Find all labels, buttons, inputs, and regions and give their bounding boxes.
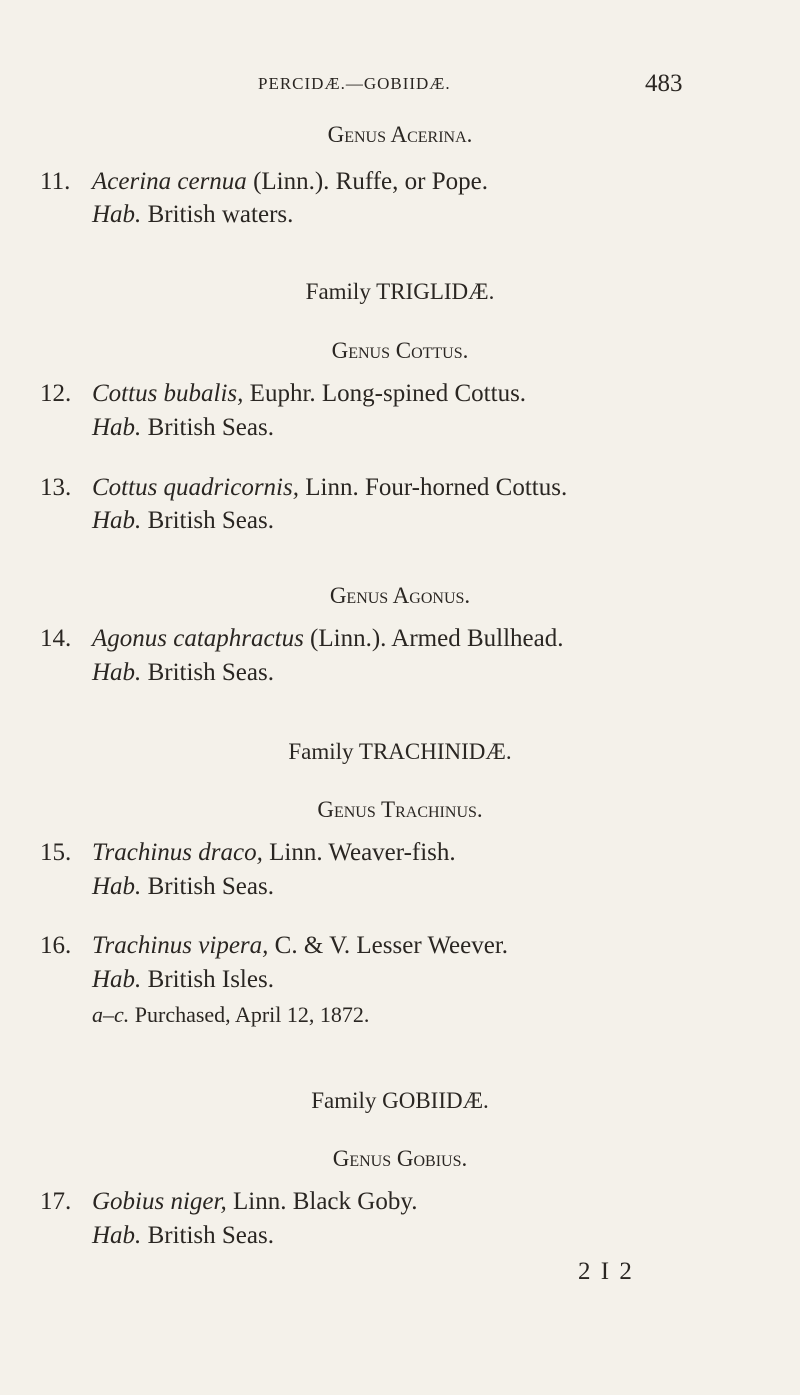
hab-label: Hab.: [92, 966, 142, 993]
specimen-note: Purchased, April 12, 1872.: [129, 1002, 370, 1027]
habitat: British waters.: [141, 201, 294, 228]
entry-number: 15.: [40, 839, 72, 866]
entry-number: 13.: [40, 474, 72, 501]
family-heading-gobiidae: Family GOBIIDÆ.: [311, 1088, 489, 1113]
habitat: British Seas.: [141, 659, 274, 686]
page-number: 483: [645, 70, 683, 97]
genus-heading-agonus: Genus Agonus.: [329, 583, 471, 608]
habitat: British Isles.: [141, 966, 274, 993]
hab-label: Hab.: [92, 659, 142, 686]
common-name: Linn. Black Goby.: [226, 1188, 418, 1215]
entry-number: 14.: [40, 625, 72, 652]
habitat: British Seas.: [141, 1222, 274, 1249]
hab-label: Hab.: [92, 1222, 142, 1249]
habitat: British Seas.: [141, 873, 274, 900]
entry-number: 11.: [40, 168, 71, 195]
genus-heading-cottus: Genus Cottus.: [331, 338, 469, 363]
signature-mark: 2 I 2: [578, 1258, 634, 1285]
entry-number: 17.: [40, 1188, 72, 1215]
hab-label: Hab.: [92, 414, 142, 441]
common-name: Linn. Four-horned Cottus.: [298, 474, 568, 501]
genus-heading-gobius: Genus Gobius.: [332, 1146, 468, 1171]
latin-name: Acerina cernua: [92, 168, 247, 195]
latin-name: Trachinus vipera,: [92, 932, 269, 959]
common-name: C. & V. Lesser Weever.: [268, 932, 509, 959]
common-name: Euphr. Long-spined Cottus.: [243, 380, 527, 407]
habitat: British Seas.: [141, 507, 274, 534]
hab-label: Hab.: [92, 873, 142, 900]
entry-number: 16.: [40, 932, 72, 959]
family-heading-trachinidae: Family TRACHINIDÆ.: [288, 739, 512, 764]
running-head: PERCIDÆ.—GOBIIDÆ.: [258, 74, 451, 93]
entry-number: 12.: [40, 380, 72, 407]
common-name: (Linn.). Ruffe, or Pope.: [246, 168, 488, 195]
latin-name: Trachinus draco,: [92, 839, 263, 866]
latin-name: Gobius niger,: [92, 1188, 227, 1215]
latin-name: Agonus cataphractus: [92, 625, 304, 652]
specimen-label: a–c.: [92, 1002, 130, 1027]
genus-heading-acerina: Genus Acerina.: [327, 122, 473, 147]
latin-name: Cottus quadricornis,: [92, 474, 299, 501]
latin-name: Cottus bubalis,: [92, 380, 244, 407]
common-name: Linn. Weaver-fish.: [262, 839, 456, 866]
genus-heading-trachinus: Genus Trachinus.: [317, 797, 483, 822]
hab-label: Hab.: [92, 507, 142, 534]
hab-label: Hab.: [92, 201, 142, 228]
family-heading-triglidae: Family TRIGLIDÆ.: [305, 279, 495, 304]
common-name: (Linn.). Armed Bullhead.: [303, 625, 564, 652]
habitat: British Seas.: [141, 414, 274, 441]
